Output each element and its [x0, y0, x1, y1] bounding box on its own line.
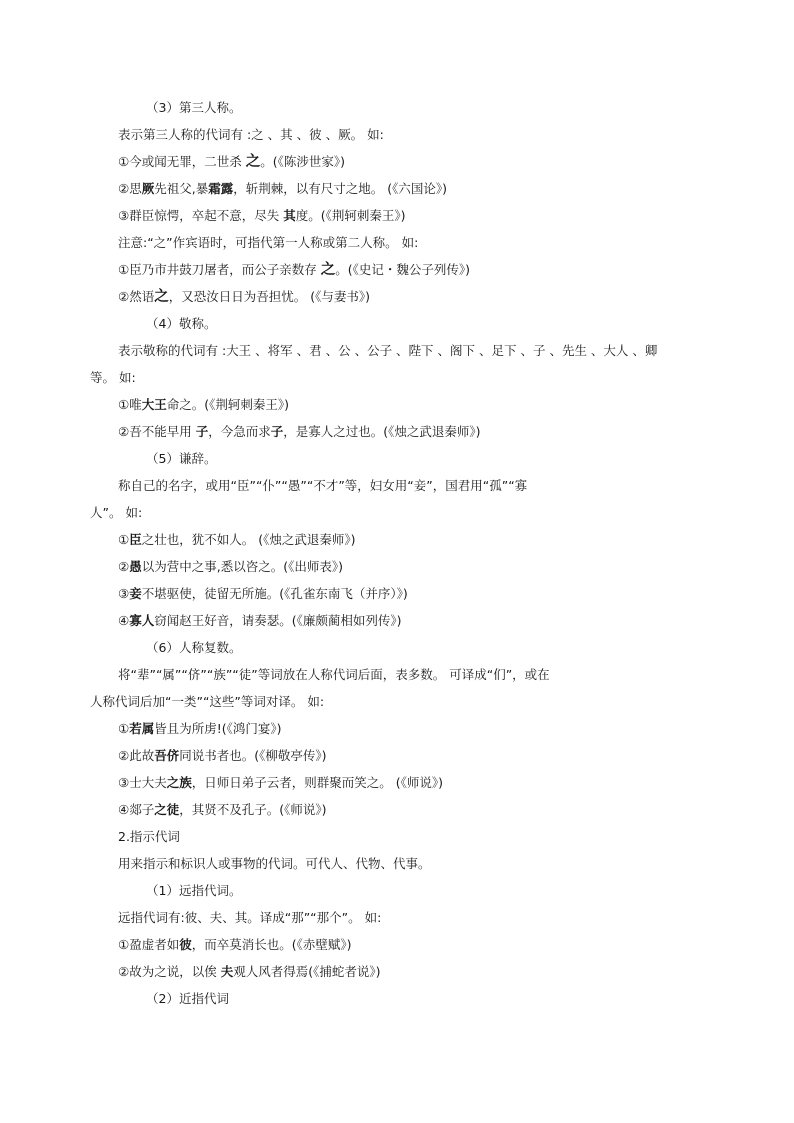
example-line: ①唯大王命之。(《荆轲刺秦王》)	[118, 397, 289, 412]
paragraph-line: 人”。 如:	[90, 505, 143, 520]
example-line: ④寡人窃闻赵王好音，请奏瑟。(《廉颇蔺相如列传》)	[118, 613, 402, 628]
section-heading: （1）远指代词。	[146, 883, 242, 898]
example-line: ①若属皆且为所虏!(《鸿门宴》)	[118, 721, 282, 736]
example-line: ②然语之，又恐汝日日为吾担忧。 (《与妻书》)	[118, 289, 370, 305]
example-line: ②吾不能早用 子，今急而求子，是寡人之过也。(《烛之武退秦师》)	[118, 424, 481, 439]
paragraph-line: 表示第三人称的代词有 :之 、其 、彼 、厥。 如:	[118, 127, 384, 142]
example-line: ①盈虚者如彼，而卒莫消长也。(《赤壁赋》)	[118, 937, 352, 952]
paragraph-line: 表示敬称的代词有 :大王 、将军 、君 、公 、公子 、陛下 、阁下 、足下 、子 、先生 、大人 、卿	[118, 343, 658, 358]
example-line: ②此故吾侪同说书者也。(《柳敬亭传》)	[118, 748, 327, 763]
paragraph-line: 称自己的名字，或用“臣”“仆”“愚”“不才”等，妇女用“妾”，国君用“孤”“寡	[118, 478, 528, 493]
paragraph-line: 用来指示和标识人或事物的代词。可代人、代物、代事。	[118, 856, 431, 871]
example-line: ①臣之壮也，犹不如人。 (《烛之武退秦师》)	[118, 532, 356, 547]
section-heading: （6）人称复数。	[146, 640, 242, 655]
paragraph-line: 远指代词有:彼、夫、其。译成“那”“那个”。 如:	[118, 910, 382, 925]
note-line: 注意:“之”作宾语时，可指代第一人称或第二人称。 如:	[118, 235, 419, 250]
section-heading: （4）敬称。	[146, 316, 217, 331]
example-line: ①臣乃市井鼓刀屠者，而公子亲数存 之。(《史记・魏公子列传》)	[118, 262, 470, 278]
paragraph-line: 将“辈”“属”“侪”“族”“徒”等词放在人称代词后面，表多数。 可译成“们”，或在	[118, 667, 550, 682]
paragraph-line: 等。 如:	[90, 370, 136, 385]
example-line: ③群臣惊愕，卒起不意，尽失 其度。(《荆轲刺秦王》)	[118, 208, 406, 223]
example-line: ②故为之说，以俟 夫观人风者得焉(《捕蛇者说》)	[118, 964, 381, 979]
example-line: ③妾不堪驱使，徒留无所施。(《孔雀东南飞（并序）》)	[118, 586, 408, 601]
section-heading: （5）谦辞。	[146, 451, 217, 466]
example-line: ①今或闻无罪，二世杀 之。(《陈涉世家》)	[118, 154, 345, 170]
example-line: ②愚以为营中之事,悉以咨之。(《出师表》)	[118, 559, 343, 574]
section-heading: （2）近指代词	[146, 991, 229, 1006]
example-line: ③士大夫之族，日师日弟子云者，则群聚而笑之。 (《师说》)	[118, 775, 443, 790]
example-line: ②思厥先祖父,暴霜露，斩荆棘，以有尺寸之地。 (《六国论》)	[118, 181, 447, 196]
document-body	[90, 94, 678, 1012]
paragraph-line: 人称代词后加“一类”“这些”等词对译。 如:	[90, 694, 325, 709]
section-heading: （3）第三人称。	[146, 100, 242, 115]
example-line: ④郯子之徒，其贤不及孔子。(《师说》)	[118, 802, 327, 817]
subsection-heading: 2.指示代词	[118, 829, 180, 844]
